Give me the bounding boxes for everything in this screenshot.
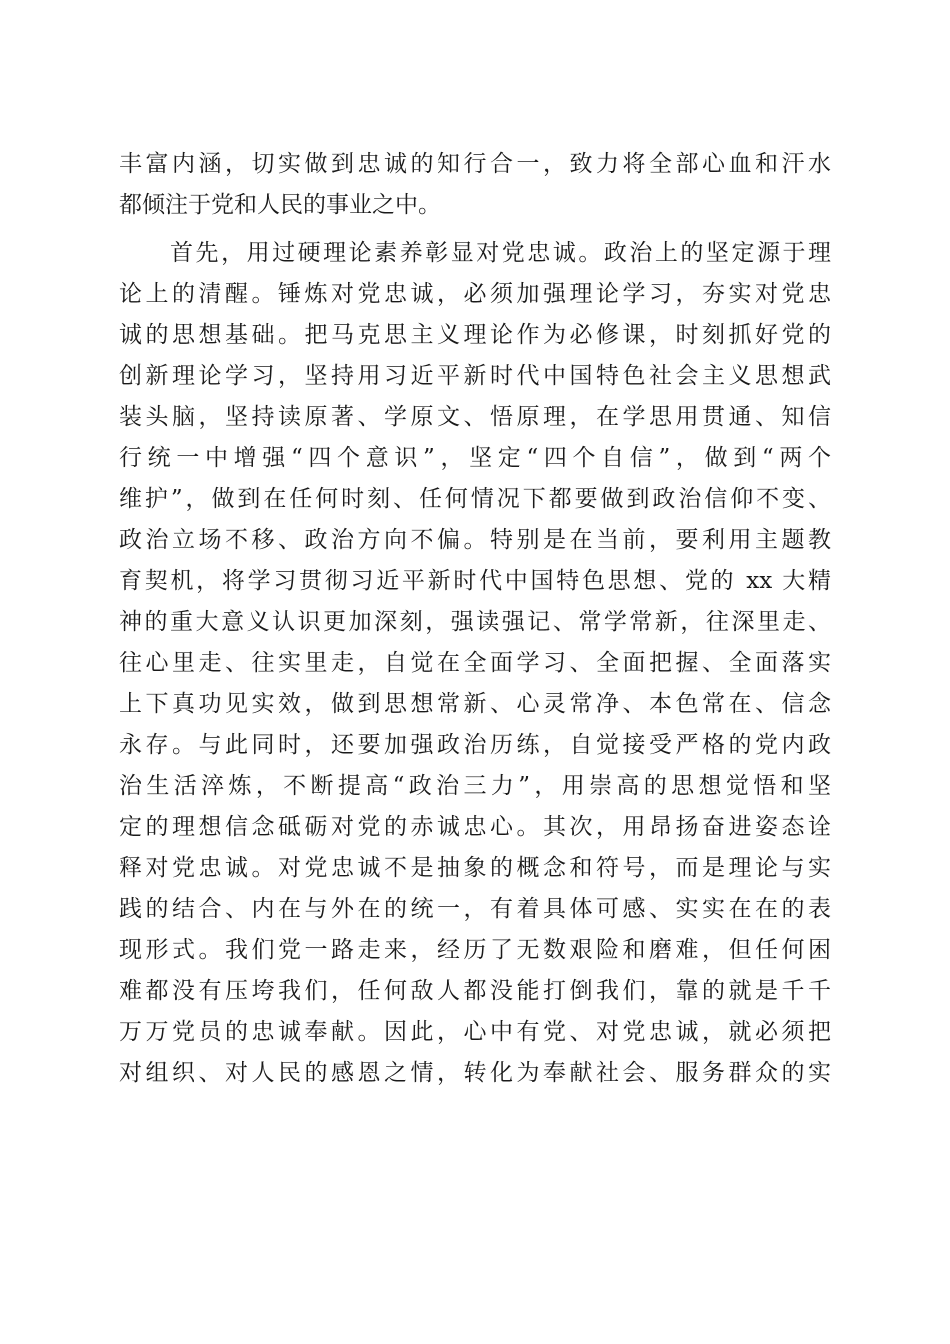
text-line: 难都没有压垮我们，任何敌人都没能打倒我们，靠的就是千千 [119, 978, 831, 1004]
text-line: 首先，用过硬理论素养彰显对党忠诚。政治上的坚定源于理 [119, 240, 831, 266]
text-line: 上下真功见实效，做到思想常新、心灵常净、本色常在、信念 [119, 691, 831, 717]
text-line: 对组织、对人民的感恩之情，转化为奉献社会、服务群众的实 [119, 1060, 831, 1086]
text-line: 永存。与此同时，还要加强政治历练，自觉接受严格的党内政 [119, 732, 831, 758]
text-line: 治生活淬炼，不断提高“政治三力”，用崇高的思想觉悟和坚 [119, 773, 831, 799]
text-line: 政治立场不移、政治方向不偏。特别是在当前，要利用主题教 [119, 527, 831, 553]
text-line: 定的理想信念砥砺对党的赤诚忠心。其次，用昂扬奋进姿态诠 [119, 814, 831, 840]
text-line: 维护”，做到在任何时刻、任何情况下都要做到政治信仰不变、 [119, 486, 831, 512]
text-line: 神的重大意义认识更加深刻，强读强记、常学常新，往深里走、 [119, 609, 831, 635]
text-line: 装头脑，坚持读原著、学原文、悟原理，在学思用贯通、知信 [119, 404, 831, 430]
paragraph-gap [119, 226, 831, 233]
text-line: 现形式。我们党一路走来，经历了无数艰险和磨难，但任何困 [119, 937, 831, 963]
text-line: 育契机，将学习贯彻习近平新时代中国特色思想、党的 xx 大精 [119, 568, 831, 594]
text-line: 万万党员的忠诚奉献。因此，心中有党、对党忠诚，就必须把 [119, 1019, 831, 1045]
text-line: 行统一中增强“四个意识”，坚定“四个自信”，做到“两个 [119, 445, 831, 471]
text-line: 创新理论学习，坚持用习近平新时代中国特色社会主义思想武 [119, 363, 831, 389]
text-line: 论上的清醒。锤炼对党忠诚，必须加强理论学习，夯实对党忠 [119, 281, 831, 307]
text-line: 丰富内涵，切实做到忠诚的知行合一，致力将全部心血和汗水 [119, 151, 831, 177]
text-line: 释对党忠诚。对党忠诚不是抽象的概念和符号，而是理论与实 [119, 855, 831, 881]
text-line: 践的结合、内在与外在的统一，有着具体可感、实实在在的表 [119, 896, 831, 922]
body-text [119, 144, 831, 1094]
text-line: 都倾注于党和人民的事业之中。 [119, 192, 441, 218]
text-line: 往心里走、往实里走，自觉在全面学习、全面把握、全面落实 [119, 650, 831, 676]
text-line: 诚的思想基础。把马克思主义理论作为必修课，时刻抓好党的 [119, 322, 831, 348]
